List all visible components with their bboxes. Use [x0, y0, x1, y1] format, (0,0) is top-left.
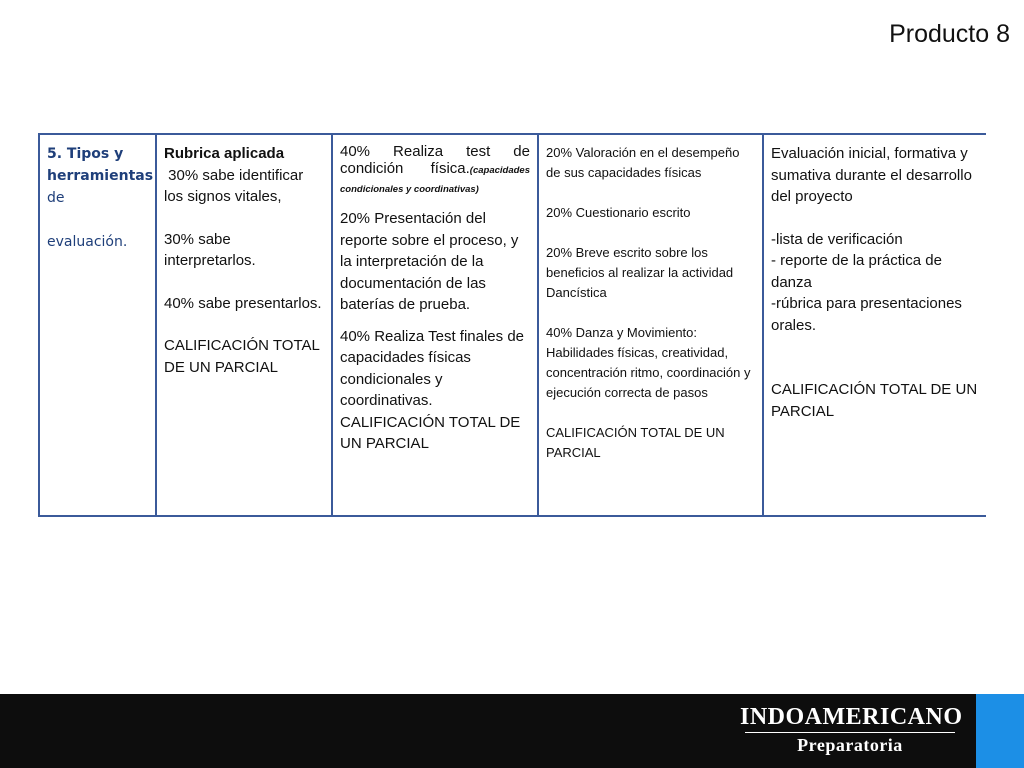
- indoamericano-logo: [740, 704, 963, 756]
- logo-divider: [745, 732, 955, 733]
- evaluation-table: [38, 133, 986, 517]
- table-cell-evaluation: [762, 135, 986, 515]
- table-cell-rubric: [155, 135, 331, 515]
- logo-title: INDOAMERICANO: [740, 704, 963, 730]
- evaluation-item-2: -lista de verificación: [771, 230, 903, 248]
- table-cell-dance: [537, 135, 762, 515]
- rubric-item-3: 40% sabe presentarlos.: [164, 294, 322, 312]
- category-line2: de: [47, 190, 65, 206]
- evaluation-total: CALIFICACIÓN TOTAL DE UN PARCIAL: [771, 381, 978, 420]
- test-item-1-note: (capacidades condicionales y coordinativas): [340, 165, 530, 195]
- category-heading: 5. Tipos y herramientas: [47, 146, 154, 184]
- test-item-3: 40% Realiza Test finales de capacidades físicas condicionales y coordinativas.: [340, 327, 524, 409]
- test-total: CALIFICACIÓN TOTAL DE UN PARCIAL: [340, 413, 521, 452]
- rubric-total: CALIFICACIÓN TOTAL DE UN PARCIAL: [164, 337, 320, 376]
- test-item-1-main: 40% Realiza test de condición física.: [340, 143, 530, 177]
- table-cell-category: [38, 135, 155, 515]
- logo-subtitle: Preparatoria: [797, 735, 903, 755]
- dance-item-3: 20% Breve escrito sobre los beneficios al realizar la actividad Dancística: [546, 245, 734, 300]
- evaluation-item-4: -rúbrica para presentaciones orales.: [771, 295, 962, 334]
- table-cell-physical-test: [331, 135, 537, 515]
- dance-total: CALIFICACIÓN TOTAL DE UN PARCIAL: [546, 425, 725, 460]
- footer-accent: [976, 694, 1024, 768]
- rubric-item-1: 30% sabe identificar los signos vitales,: [164, 166, 308, 205]
- evaluation-item-1: Evaluación inicial, formativa y sumativa durante el desarrollo del proyecto: [771, 145, 972, 205]
- dance-item-2: 20% Cuestionario escrito: [546, 205, 691, 220]
- rubric-item-2: 30% sabe interpretarlos.: [164, 230, 256, 269]
- rubric-heading: Rubrica aplicada: [164, 145, 285, 162]
- dance-item-4: 40% Danza y Movimiento: Habilidades físicas, creatividad, concentración ritmo, coordinación y ejecución correcta de pasos: [546, 325, 751, 400]
- slide-title: Producto 8: [889, 20, 1010, 48]
- category-line3: evaluación.: [47, 234, 128, 250]
- dance-item-1: 20% Valoración en el desempeño de sus capacidades físicas: [546, 145, 740, 180]
- test-item-2: 20% Presentación del reporte sobre el proceso, y la interpretación de la documentación de las baterías de prueba.: [340, 210, 519, 313]
- test-item-1: [340, 143, 530, 198]
- evaluation-item-3: - reporte de la práctica de danza: [771, 252, 942, 291]
- footer-bar: [0, 694, 1024, 768]
